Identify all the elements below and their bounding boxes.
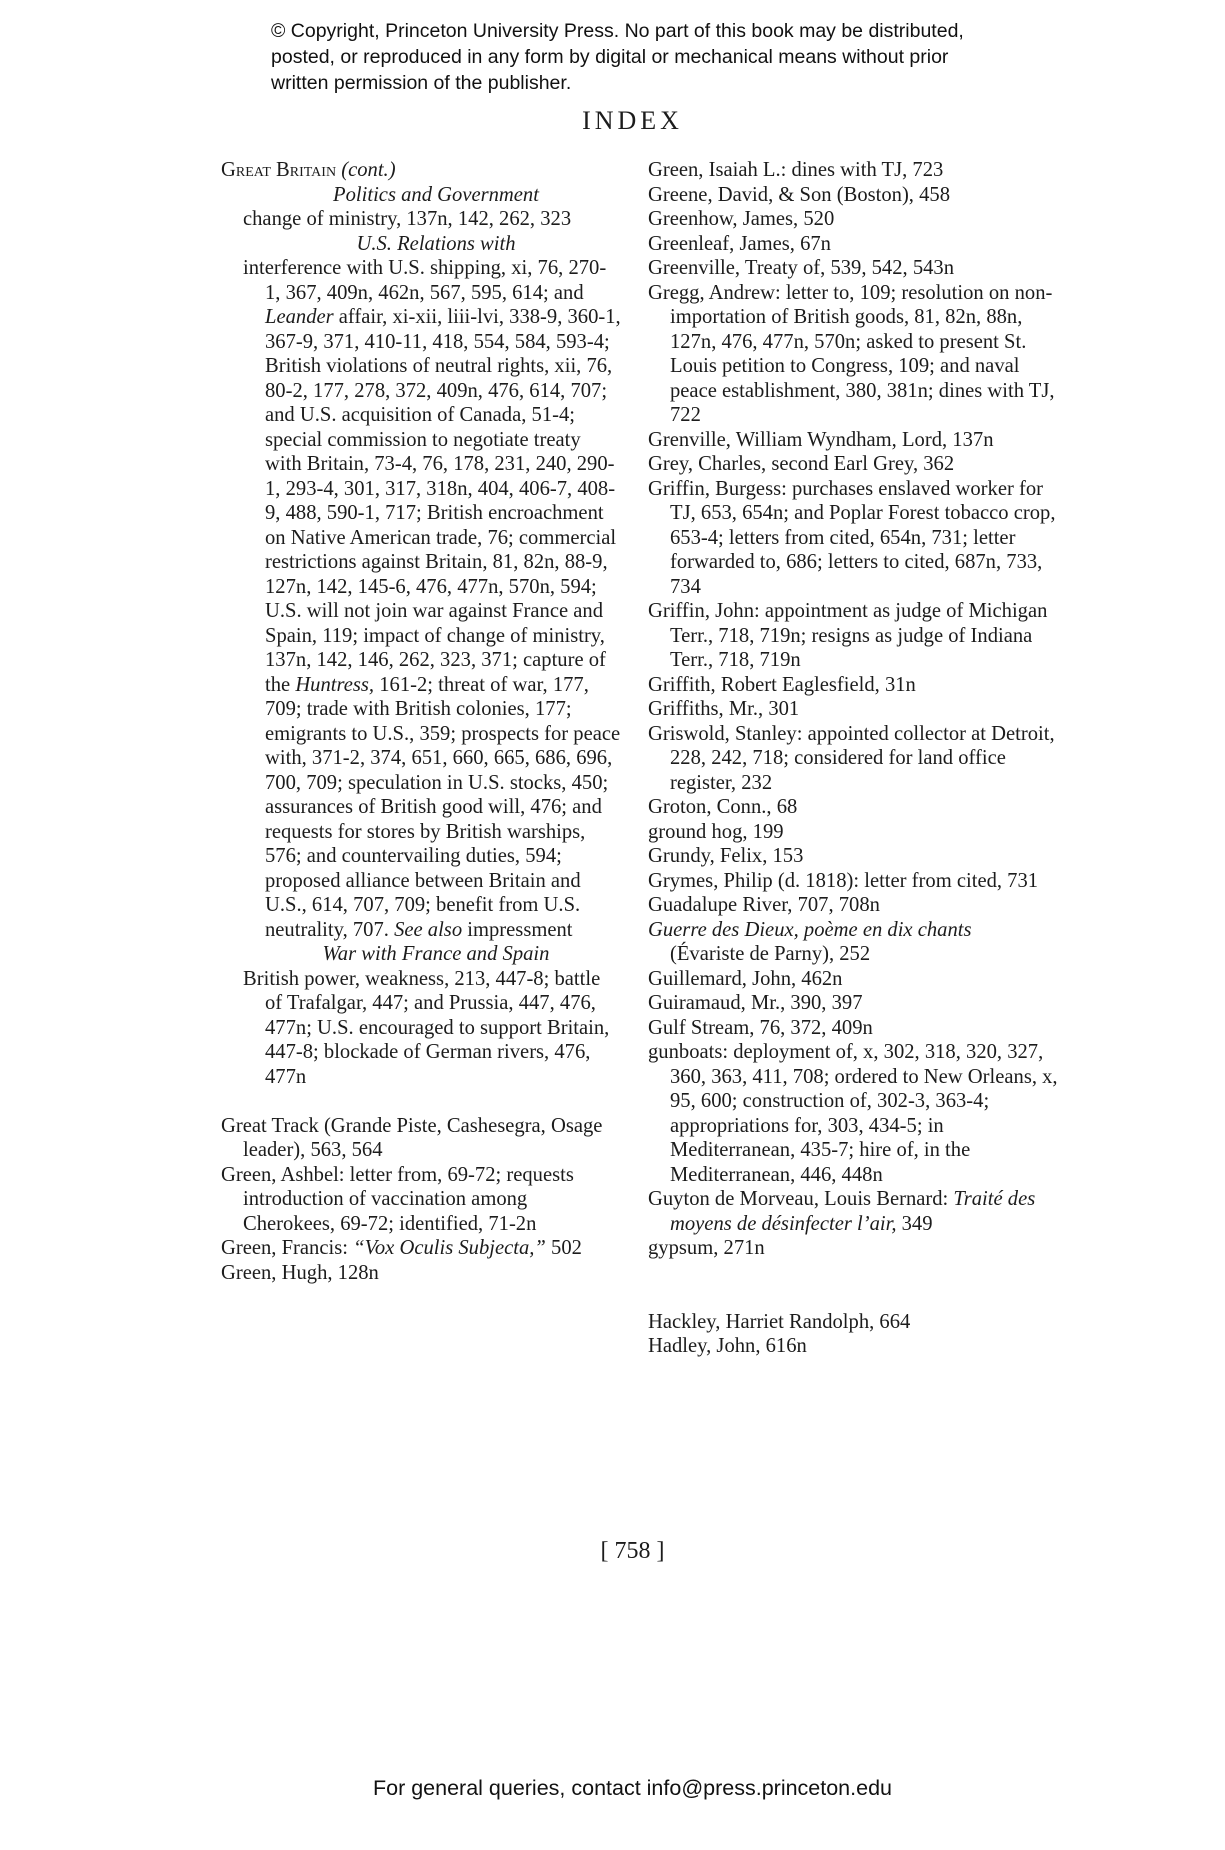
index-entry: Greenleaf, James, 67n [648, 232, 831, 255]
index-entry: Groton, Conn., 68 [648, 796, 798, 818]
index-entry: Green, Hugh, 128n [221, 1261, 379, 1284]
index-entry: Greene, David, & Son (Boston), 458 [648, 183, 950, 206]
index-entry: Guillemard, John, 462n [648, 967, 843, 990]
work-title: Traité des moyens de désinfecter l’air, [670, 1188, 1036, 1235]
index-entry: Hadley, John, 616n [648, 1335, 807, 1357]
index-entry: Guadalupe River, 707, 708n [648, 894, 880, 916]
index-subentry-relations [221, 256, 621, 942]
ship-name: Huntress, [295, 673, 375, 696]
index-entry: Grundy, Felix, 153 [648, 845, 804, 867]
index-entry: ground hog, 199 [648, 820, 784, 843]
index-entry: Grey, Charles, second Earl Grey, 362 [648, 453, 955, 475]
text-run: 502 [545, 1237, 582, 1259]
text-run: 161-2; threat of war, 177, 709; trade with British colonies, 177; emigrants to U.S., 359; prospects for peace with, 371-2, 374, 651, 660, 665, 686, 696, 700, 709; speculation in U.S. stocks, 450; assurances of British good will, 476; and requests for stores by British warships, 576; and countervailing duties, 594; proposed alliance between Britain and U.S., 614, 707, 709; benefit from U.S. neutrality, 707. [265, 673, 621, 941]
index-entry: Grymes, Philip (d. 1818): letter from cited, 731 [648, 869, 1039, 892]
index-subentry: British power, weakness, 213, 447-8; battle of Trafalgar, 447; and Prussia, 447, 476, 477n; U.S. encouraged to support Britain, 447-8; blockade of German rivers, 476, 477n [243, 967, 610, 1088]
work-title: Guerre des Dieux, poème en dix chants [648, 918, 972, 941]
index-entry: Green, Isaiah L.: dines with TJ, 723 [648, 159, 944, 181]
ship-name: Leander [265, 306, 334, 328]
index-column-right [648, 158, 1058, 1359]
index-heading-great-britain [221, 158, 621, 183]
index-entry: Green, Ashbel: letter from, 69-72; requests introduction of vaccination among Cherokees, 69-72; identified, 71-2n [221, 1163, 574, 1235]
text-run: Green, Francis: [221, 1237, 354, 1259]
text-run: interference with U.S. shipping, xi, 76, 270-1, 367, 409n, 462n, 567, 595, 614; and [243, 257, 607, 304]
work-title: “Vox Oculis Subjecta,” [353, 1237, 546, 1259]
index-entry: Grenville, William Wyndham, Lord, 137n [648, 428, 994, 451]
see-also: See also [394, 918, 463, 941]
subheading-war: War with France and Spain [322, 943, 550, 965]
index-entry: Griffith, Robert Eaglesfield, 31n [648, 673, 916, 696]
index-entry: Greenhow, James, 520 [648, 208, 835, 230]
text-run: impressment [462, 918, 573, 941]
index-entry: Great Track (Grande Piste, Cashesegra, Osage leader), 563, 564 [221, 1114, 603, 1161]
index-entry: Hackley, Harriet Randolph, 664 [648, 1310, 911, 1333]
heading-main: Great Britain [221, 159, 337, 181]
text-run: 349 [896, 1212, 933, 1235]
index-column-left [221, 158, 621, 1285]
index-entry: Griffiths, Mr., 301 [648, 698, 800, 720]
index-entry [648, 918, 1058, 967]
index-entry [648, 1187, 1058, 1236]
text-run: affair, xi-xii, liii-lvi, 338-9, 360-1, 367-9, 371, 410-11, 418, 554, 584, 593-4; British violations of neutral rights, xii, 76, 80-2, 177, 278, 372, 409n, 476, 614, 707; and U.S. acquisition of Canada, 51-4; special commission to negotiate treaty with Britain, 73-4, 76, 178, 231, 240, 290-1, 293-4, 301, 317, 318n, 404, 406-7, 408-9, 488, 590-1, 717; British encroachment on Native American trade, 76; commercial restrictions against Britain, 81, 82n, 88-9, 127n, 142, 145-6, 476, 477n, 570n, 594; U.S. will not join war against France and Spain, 119; impact of change of ministry, 137n, 142, 146, 262, 323, 371; capture of the [265, 306, 621, 696]
index-entry: Gregg, Andrew: letter to, 109; resolution on non-importation of British goods, 81, 82n, 88n, 127n, 476, 477n, 570n; asked to present St. Louis petition to Congress, 109; and naval peace establishment, 380, 381n; dines with TJ, 722 [648, 281, 1055, 426]
index-entry: Guiramaud, Mr., 390, 397 [648, 992, 863, 1014]
text-run: Guyton de Morveau, Louis Bernard: [648, 1188, 954, 1210]
index-entry: gunboats: deployment of, x, 302, 318, 320, 327, 360, 363, 411, 708; ordered to New Orleans, x, 95, 600; construction of, 302-3, 363-4; appropriations for, 303, 434-5; in Mediterranean, 435-7; hire of, in the Mediterranean, 446, 448n [648, 1041, 1058, 1186]
copyright-notice: © Copyright, Princeton University Press. No part of this book may be distributed, posted, or reproduced in any form by digital or mechanical means without prior written permission of the publisher. [271, 20, 964, 94]
index-entry: Gulf Stream, 76, 372, 409n [648, 1016, 873, 1039]
index-entry: gypsum, 271n [648, 1237, 765, 1259]
subheading-relations: U.S. Relations with [356, 232, 516, 255]
index-entry: Griffin, John: appointment as judge of Michigan Terr., 718, 719n; resigns as judge of Indiana Terr., 718, 719n [648, 600, 1048, 671]
page-number: [ 758 ] [600, 1538, 665, 1564]
footer-contact: For general queries, contact info@press.princeton.edu [372, 1776, 892, 1800]
index-subentry: change of ministry, 137n, 142, 262, 323 [243, 208, 572, 230]
index-entry: Greenville, Treaty of, 539, 542, 543n [648, 257, 955, 279]
index-entry [221, 1236, 621, 1261]
text-run: (Évariste de Parny), 252 [670, 943, 871, 965]
heading-cont: (cont.) [341, 159, 396, 181]
running-head: INDEX [582, 106, 683, 135]
subheading-politics: Politics and Government [333, 183, 539, 206]
index-entry: Griswold, Stanley: appointed collector at Detroit, 228, 242, 718; considered for land office register, 232 [648, 722, 1055, 794]
index-entry: Griffin, Burgess: purchases enslaved worker for TJ, 653, 654n; and Poplar Forest tobacco crop, 653-4; letters from cited, 654n, 731; letter forwarded to, 686; letters to cited, 687n, 733, 734 [648, 477, 1056, 598]
